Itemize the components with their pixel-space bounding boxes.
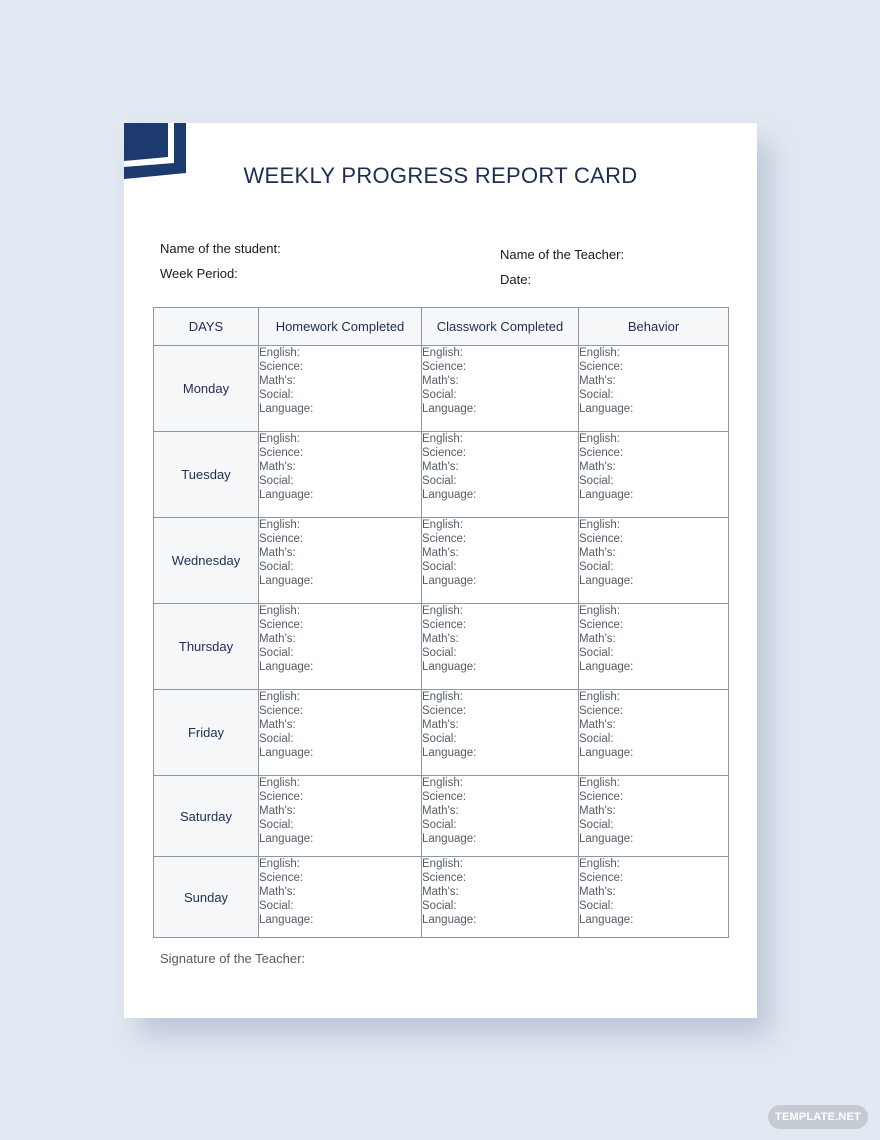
subject-label: Social:: [579, 389, 614, 401]
day-cell: Tuesday: [154, 432, 259, 518]
classwork-cell: [422, 857, 579, 938]
subject-label: Social:: [259, 647, 294, 659]
subject-label: Social:: [422, 475, 457, 487]
subject-label: Social:: [422, 900, 457, 912]
subject-label: Math's:: [579, 375, 616, 387]
homework-cell: [259, 432, 422, 518]
subject-label: English:: [422, 858, 463, 870]
classwork-cell: [422, 432, 579, 518]
subject-label: Math's:: [422, 547, 459, 559]
subject-label: Science:: [422, 791, 467, 803]
day-cell: Wednesday: [154, 518, 259, 604]
subject-label: Science:: [422, 361, 467, 373]
table-row: [154, 346, 729, 432]
table-row: [154, 518, 729, 604]
subject-label: English:: [579, 691, 620, 703]
progress-table: [153, 307, 729, 938]
subject-label: Math's:: [259, 461, 296, 473]
subject-label: Social:: [579, 733, 614, 745]
subject-label: Math's:: [259, 805, 296, 817]
subject-label: Science:: [259, 533, 304, 545]
subject-label: Language:: [422, 403, 477, 415]
subject-label: Math's:: [259, 547, 296, 559]
subject-label: Social:: [422, 561, 457, 573]
subject-label: Math's:: [579, 461, 616, 473]
classwork-cell: [422, 518, 579, 604]
subject-label: Science:: [422, 872, 467, 884]
subject-label: Social:: [259, 561, 294, 573]
subject-label: English:: [422, 691, 463, 703]
subject-label: Math's:: [422, 719, 459, 731]
subject-label: English:: [579, 777, 620, 789]
subject-label: English:: [422, 605, 463, 617]
student-name-label: Name of the student:: [160, 241, 281, 256]
subject-label: Math's:: [579, 633, 616, 645]
subject-label: Science:: [259, 447, 304, 459]
table-body: [154, 346, 729, 938]
subject-label: English:: [579, 347, 620, 359]
subject-label: Science:: [422, 705, 467, 717]
table-header-row: [154, 308, 729, 346]
table-row: [154, 776, 729, 857]
subject-label: Math's:: [422, 461, 459, 473]
subject-label: Math's:: [579, 805, 616, 817]
behavior-cell: [579, 604, 729, 690]
table-row: [154, 857, 729, 938]
subject-label: Language:: [259, 833, 314, 845]
subject-label: Social:: [259, 389, 294, 401]
subject-label: Science:: [259, 619, 304, 631]
subject-label: Language:: [422, 747, 477, 759]
homework-cell: [259, 857, 422, 938]
subject-label: Social:: [259, 819, 294, 831]
subject-label: Language:: [422, 833, 477, 845]
subject-label: Social:: [422, 389, 457, 401]
day-cell: Friday: [154, 690, 259, 776]
subject-label: Math's:: [422, 375, 459, 387]
header-days: DAYS: [154, 308, 259, 346]
subject-label: Math's:: [422, 886, 459, 898]
table-row: [154, 604, 729, 690]
subject-label: Language:: [259, 747, 314, 759]
subject-label: Science:: [259, 872, 304, 884]
header-behavior: Behavior: [579, 308, 729, 346]
subject-label: English:: [259, 347, 300, 359]
classwork-cell: [422, 604, 579, 690]
subject-label: Language:: [259, 403, 314, 415]
subject-label: Science:: [579, 705, 624, 717]
subject-label: Math's:: [422, 633, 459, 645]
subject-label: Social:: [579, 819, 614, 831]
subject-label: Math's:: [259, 375, 296, 387]
report-card-page: [124, 123, 757, 1018]
subject-label: Science:: [579, 447, 624, 459]
subject-label: Math's:: [579, 886, 616, 898]
subject-label: English:: [422, 347, 463, 359]
subject-label: Science:: [579, 872, 624, 884]
subject-label: Social:: [259, 900, 294, 912]
day-cell: Saturday: [154, 776, 259, 857]
subject-label: Language:: [259, 661, 314, 673]
subject-label: English:: [259, 605, 300, 617]
subject-label: Math's:: [579, 719, 616, 731]
behavior-cell: [579, 346, 729, 432]
subject-label: English:: [422, 433, 463, 445]
subject-label: Social:: [579, 647, 614, 659]
subject-label: Social:: [579, 561, 614, 573]
behavior-cell: [579, 432, 729, 518]
subject-label: Social:: [259, 475, 294, 487]
subject-label: Language:: [259, 575, 314, 587]
homework-cell: [259, 518, 422, 604]
page-title: WEEKLY PROGRESS REPORT CARD: [243, 163, 638, 188]
classwork-cell: [422, 690, 579, 776]
subject-label: Math's:: [422, 805, 459, 817]
subject-label: Language:: [422, 575, 477, 587]
subject-label: English:: [579, 858, 620, 870]
week-period-label: Week Period:: [160, 266, 238, 281]
subject-label: Social:: [422, 819, 457, 831]
subject-label: Science:: [579, 791, 624, 803]
table-row: [154, 690, 729, 776]
subject-label: English:: [579, 605, 620, 617]
subject-label: English:: [579, 433, 620, 445]
subject-label: Math's:: [579, 547, 616, 559]
subject-label: Language:: [579, 661, 634, 673]
homework-cell: [259, 690, 422, 776]
subject-label: Language:: [422, 914, 477, 926]
subject-label: Science:: [259, 791, 304, 803]
day-cell: Sunday: [154, 857, 259, 938]
subject-label: Language:: [579, 403, 634, 415]
subject-label: Language:: [579, 575, 634, 587]
subject-label: Language:: [259, 489, 314, 501]
subject-label: Social:: [579, 475, 614, 487]
subject-label: Language:: [422, 661, 477, 673]
subject-label: Science:: [422, 447, 467, 459]
subject-label: Science:: [579, 533, 624, 545]
subject-label: English:: [422, 519, 463, 531]
subject-label: Science:: [422, 619, 467, 631]
subject-label: Math's:: [259, 886, 296, 898]
subject-label: Science:: [579, 361, 624, 373]
homework-cell: [259, 346, 422, 432]
homework-cell: [259, 776, 422, 857]
subject-label: Language:: [422, 489, 477, 501]
header-homework: Homework Completed: [259, 308, 422, 346]
subject-label: Math's:: [259, 633, 296, 645]
teacher-name-label: Name of the Teacher:: [500, 247, 625, 262]
subject-label: Language:: [579, 914, 634, 926]
subject-label: Science:: [579, 619, 624, 631]
subject-label: Social:: [259, 733, 294, 745]
subject-label: Science:: [259, 705, 304, 717]
subject-label: English:: [422, 777, 463, 789]
date-label: Date:: [500, 272, 532, 287]
day-cell: Monday: [154, 346, 259, 432]
subject-label: English:: [259, 691, 300, 703]
homework-cell: [259, 604, 422, 690]
subject-label: Language:: [259, 914, 314, 926]
subject-label: Social:: [579, 900, 614, 912]
watermark-badge: TEMPLATE.NET: [768, 1105, 868, 1129]
subject-label: Science:: [422, 533, 467, 545]
subject-label: Social:: [422, 733, 457, 745]
subject-label: Language:: [579, 489, 634, 501]
header-classwork: Classwork Completed: [422, 308, 579, 346]
behavior-cell: [579, 690, 729, 776]
subject-label: English:: [579, 519, 620, 531]
behavior-cell: [579, 518, 729, 604]
subject-label: Science:: [259, 361, 304, 373]
behavior-cell: [579, 857, 729, 938]
subject-label: English:: [259, 858, 300, 870]
subject-label: Language:: [579, 747, 634, 759]
subject-label: Language:: [579, 833, 634, 845]
day-cell: Thursday: [154, 604, 259, 690]
classwork-cell: [422, 346, 579, 432]
behavior-cell: [579, 776, 729, 857]
classwork-cell: [422, 776, 579, 857]
subject-label: Social:: [422, 647, 457, 659]
signature-label: Signature of the Teacher:: [160, 951, 306, 966]
subject-label: English:: [259, 433, 300, 445]
table-row: [154, 432, 729, 518]
subject-label: English:: [259, 777, 300, 789]
subject-label: English:: [259, 519, 300, 531]
subject-label: Math's:: [259, 719, 296, 731]
